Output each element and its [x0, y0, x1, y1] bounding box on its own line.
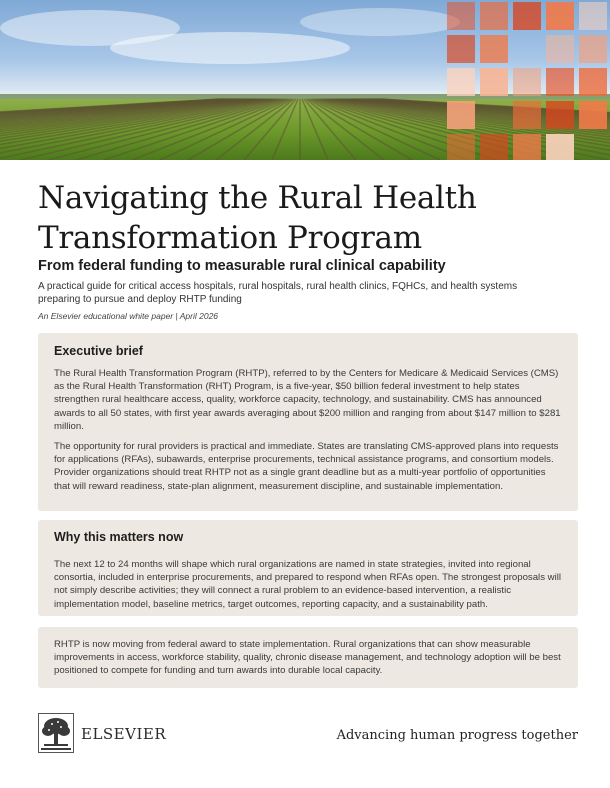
- orange-tile: [480, 2, 508, 30]
- executive-brief-paragraph: The Rural Health Transformation Program (RHTP), referred to by the Centers for Medicare & Medicaid Services (CMS) as the Rural Health Transformation (RHT) Program, is a five-year, $50 billion federal investment to help states strengthen rural healthcare access, quality, workforce capacity, technology, and sustainability. CMS has announced awards to all 50 states, with first year awards averaging about $200 million and ranging from about $147 million to $281 million.: [54, 368, 561, 432]
- orange-tile: [546, 35, 574, 63]
- orange-tile: [546, 2, 574, 30]
- why-now-text: The next 12 to 24 months will shape which rural organizations are named in state strategies, invited into regional consortia, included in enterprise procurements, and prepared to respond when RFAs open. The strongest proposals will not simply describe activities; they will connect a rural problem to an evidence-based intervention, a realistic implementation model, baseline metrics, target outcomes, reporting capacity, and a sustainability path.: [54, 559, 561, 610]
- orange-tile: [579, 68, 607, 96]
- elsevier-tree-logo-icon: [38, 713, 74, 753]
- orange-tile: [546, 101, 574, 129]
- why-now-heading: Why this matters now: [54, 530, 184, 544]
- orange-tile: [447, 2, 475, 30]
- orange-tile: [447, 68, 475, 96]
- orange-tile: [579, 2, 607, 30]
- orange-tile: [447, 101, 475, 129]
- orange-tile: [513, 2, 541, 30]
- orange-tile: [480, 134, 508, 160]
- orange-tile: [513, 134, 541, 160]
- tagline: Advancing human progress together: [336, 728, 578, 743]
- closing-box: [38, 627, 578, 688]
- executive-brief-heading: Executive brief: [54, 344, 143, 358]
- byline: An Elsevier educational white paper | April 2026: [38, 311, 219, 321]
- subtitle: From federal funding to measurable rural clinical capability: [38, 258, 446, 274]
- orange-tile: [579, 101, 607, 129]
- orange-tile: [546, 134, 574, 160]
- orange-tile: [480, 68, 508, 96]
- orange-tile-pattern: [445, 0, 610, 160]
- closing-text: RHTP is now moving from federal award to state implementation. Rural organizations that can show measurable improvements in access, workforce stability, quality, chronic disease management, and technology adoption will be best positioned to compete for funding and turn awards into durable local capacity.: [54, 639, 561, 677]
- intro-text: A practical guide for critical access hospitals, rural hospitals, rural health clinics, FQHCs, and health systems preparing to pursue and deploy RHTP funding: [38, 281, 518, 305]
- orange-tile: [579, 35, 607, 63]
- orange-tile: [546, 68, 574, 96]
- executive-brief-paragraph: The opportunity for rural providers is practical and immediate. States are translating CMS-approved plans into requests for applications (RFAs), subawards, enterprise procurements, technical assistance programs, and consortium models. Provider organizations should treat RHTP not as a single grant deadline but as a multi-year portfolio of opportunities that will reward readiness, state-plan alignment, measurement discipline, and sustainable implementation.: [54, 441, 559, 492]
- orange-tile: [447, 35, 475, 63]
- orange-tile: [480, 35, 508, 63]
- brand-name: ELSEVIER: [81, 725, 167, 743]
- hero-image: [0, 0, 610, 160]
- why-now-box: [38, 520, 578, 616]
- page-title: Navigating the Rural Health Transformation Program: [38, 180, 477, 256]
- executive-brief-box: [38, 333, 578, 511]
- orange-tile: [513, 68, 541, 96]
- orange-tile: [513, 101, 541, 129]
- orange-tile: [447, 134, 475, 160]
